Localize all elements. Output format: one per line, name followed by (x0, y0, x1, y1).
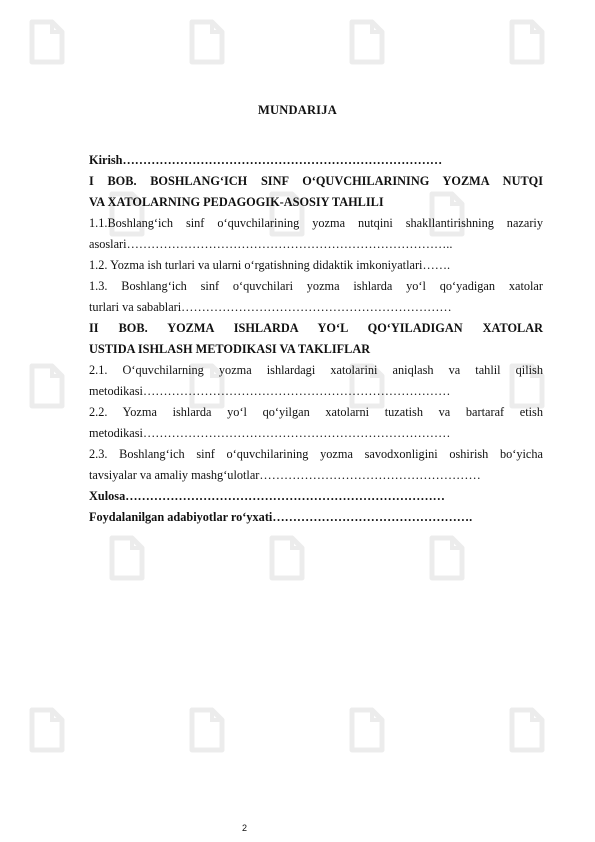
toc-section-1-3-line-2[interactable]: turlari va sabablari………………………………………………………… (89, 300, 452, 314)
toc-section-2-3-line-1[interactable]: 2.3. Boshlang‘ich sinf o‘quvchilarining yozma savodxonligini oshirish bo‘yicha (89, 447, 543, 461)
toc-section-1-1-line-2[interactable]: asoslari…………………………………………………………………….. (89, 237, 453, 251)
toc-section-1-1-line-1[interactable]: 1.1.Boshlang‘ich sinf o‘quvchilarining yozma nutqini shakllantirishning nazariy (89, 216, 543, 230)
doc-watermark-icon (182, 18, 230, 66)
doc-watermark-icon (342, 18, 390, 66)
toc-section-2-1-line-2[interactable]: metodikasi………………………………………………………………… (89, 384, 451, 398)
doc-watermark-icon (262, 534, 310, 582)
doc-watermark-icon (22, 362, 70, 410)
toc-chapter-2-line-2[interactable]: USTIDA ISHLASH METODIKASI VA TAKLIFLAR (89, 342, 371, 356)
page-number: 2 (242, 823, 248, 833)
doc-watermark-icon (342, 706, 390, 754)
toc-entry-xulosa[interactable]: Xulosa…………………………………………………………………… (89, 489, 445, 503)
toc-section-2-2-line-1[interactable]: 2.2. Yozma ishlarda yo‘l qo‘yilgan xatolarni tuzatish va bartaraf etish (89, 405, 543, 419)
toc-entry-adabiyotlar[interactable]: Foydalanilgan adabiyotlar ro‘yxati…………………………………………. (89, 510, 473, 524)
doc-watermark-icon (102, 534, 150, 582)
page-title: MUNDARIJA (258, 103, 337, 117)
toc-section-2-3-line-2[interactable]: tavsiyalar va amaliy mashg‘ulotlar……………………………………………… (89, 468, 481, 482)
doc-watermark-icon (502, 18, 550, 66)
doc-watermark-icon (22, 18, 70, 66)
doc-watermark-icon (22, 706, 70, 754)
toc-section-1-2[interactable]: 1.2. Yozma ish turlari va ularni o‘rgatishning didaktik imkoniyatlari……. (89, 258, 451, 272)
toc-chapter-1-line-2[interactable]: VA XATOLARNING PEDAGOGIK-ASOSIY TAHLILI (89, 195, 384, 209)
toc-section-2-2-line-2[interactable]: metodikasi………………………………………………………………… (89, 426, 451, 440)
doc-watermark-icon (182, 706, 230, 754)
toc-entry-kirish[interactable]: Kirish…………………………………………………………………… (89, 153, 443, 167)
toc-chapter-2-line-1[interactable]: II BOB. YOZMA ISHLARDA YO‘L QO‘YILADIGAN XATOLAR (89, 321, 543, 335)
doc-watermark-icon (502, 706, 550, 754)
doc-watermark-icon (422, 534, 470, 582)
toc-section-1-3-line-1[interactable]: 1.3. Boshlang‘ich sinf o‘quvchilari yozma ishlarda yo‘l qo‘yadigan xatolar (89, 279, 543, 293)
toc-section-2-1-line-1[interactable]: 2.1. O‘quvchilarning yozma ishlardagi xatolarini aniqlash va tahlil qilish (89, 363, 543, 377)
table-of-contents (89, 150, 543, 528)
toc-chapter-1-line-1[interactable]: I BOB. BOSHLANG‘ICH SINF O‘QUVCHILARINING YOZMA NUTQI (89, 174, 543, 188)
